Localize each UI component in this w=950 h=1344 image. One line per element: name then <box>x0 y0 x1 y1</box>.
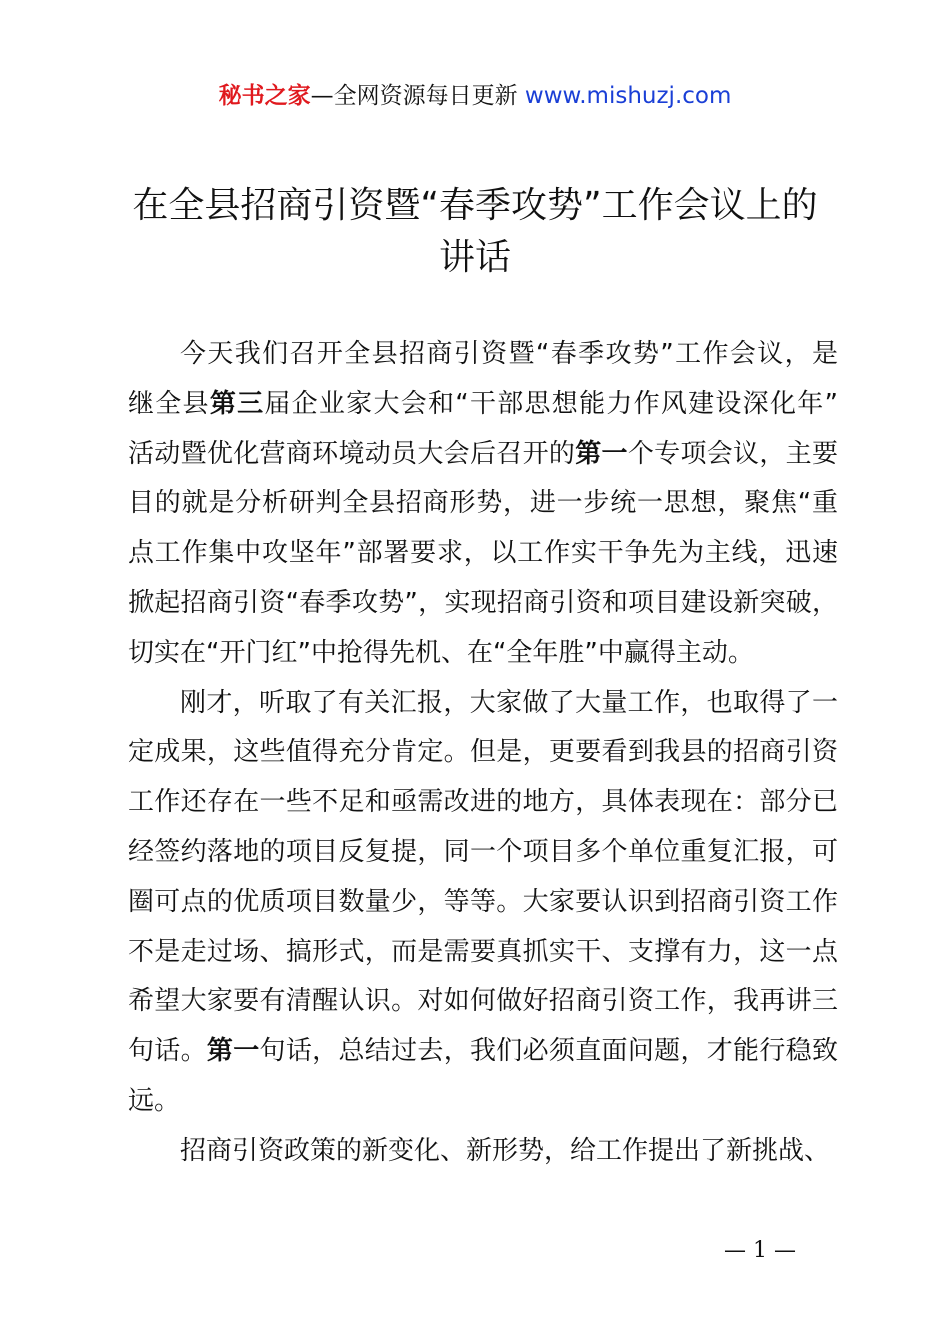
title-line-1: 在全县招商引资暨“春季攻势”工作会议上的 <box>132 185 818 226</box>
text-line: 工作还存在一些不足和亟需改进的地方，具体表现在：部分已 <box>128 787 838 818</box>
text-line: 招商引资政策的新变化、新形势，给工作提出了新挑战、 <box>180 1135 831 1166</box>
text-line: 目的就是分析研判全县招商形势，进一步统一思想，聚焦“重 <box>128 488 838 519</box>
bold-text-run: 第一 <box>206 1036 260 1067</box>
text-run: 个专项会议，主要 <box>627 438 838 469</box>
text-run: 句话，总结过去，我们必须直面问题，才能行稳致 <box>259 1036 838 1067</box>
brand-name: 秘书之家 <box>218 83 311 109</box>
text-line: 远。 <box>128 1085 181 1116</box>
text-line: 定成果，这些值得充分肯定。但是，更要看到我县的招商引资 <box>128 737 838 768</box>
text-line: 希望大家要有清醒认识。对如何做好招商引资工作，我再讲三 <box>128 986 838 1017</box>
paragraph-3 <box>128 1127 838 1177</box>
text-line: 圈可点的优质项目数量少，等等。大家要认识到招商引资工作 <box>128 886 838 917</box>
title-line-2: 讲话 <box>438 237 511 278</box>
paragraph-1 <box>128 330 838 679</box>
text-line: 掀起招商引资“春季攻势”，实现招商引资和项目建设新突破， <box>128 587 838 618</box>
text-line: 点工作集中攻坚年”部署要求，以工作实干争先为主线，迅速 <box>128 538 838 569</box>
text-run: 继全县 <box>128 388 210 419</box>
text-line: 不是走过场、搞形式，而是需要真抓实干、支撑有力，这一点 <box>128 936 838 967</box>
text-run: 活动暨优化营商环境动员大会后召开的 <box>128 438 576 469</box>
bold-text-run: 第一 <box>575 438 628 469</box>
banner-tagline: —全网资源每日更新 <box>310 83 525 109</box>
text-line: 经签约落地的项目反复提，同一个项目多个单位重复汇报，可 <box>128 836 838 867</box>
document-body <box>128 330 838 1177</box>
document-title <box>100 180 850 284</box>
text-line: 切实在“开门红”中抢得先机、在“全年胜”中赢得主动。 <box>128 637 754 668</box>
text-line <box>128 380 838 430</box>
site-banner <box>0 80 950 112</box>
text-line: 刚才，听取了有关汇报，大家做了大量工作，也取得了一 <box>180 687 838 718</box>
bold-text-run: 第三 <box>209 388 265 419</box>
text-line: 今天我们召开全县招商引资暨“春季攻势”工作会议，是 <box>180 339 838 369</box>
text-line <box>128 1027 838 1077</box>
site-url-link[interactable]: www.mishuzj.com <box>524 83 732 109</box>
text-run: 句话。 <box>128 1036 207 1067</box>
text-line <box>128 430 838 480</box>
text-run: 届企业家大会和“干部思想能力作风建设深化年” <box>264 388 838 419</box>
page-number: — 1 — <box>724 1238 796 1263</box>
paragraph-2 <box>128 679 838 1127</box>
